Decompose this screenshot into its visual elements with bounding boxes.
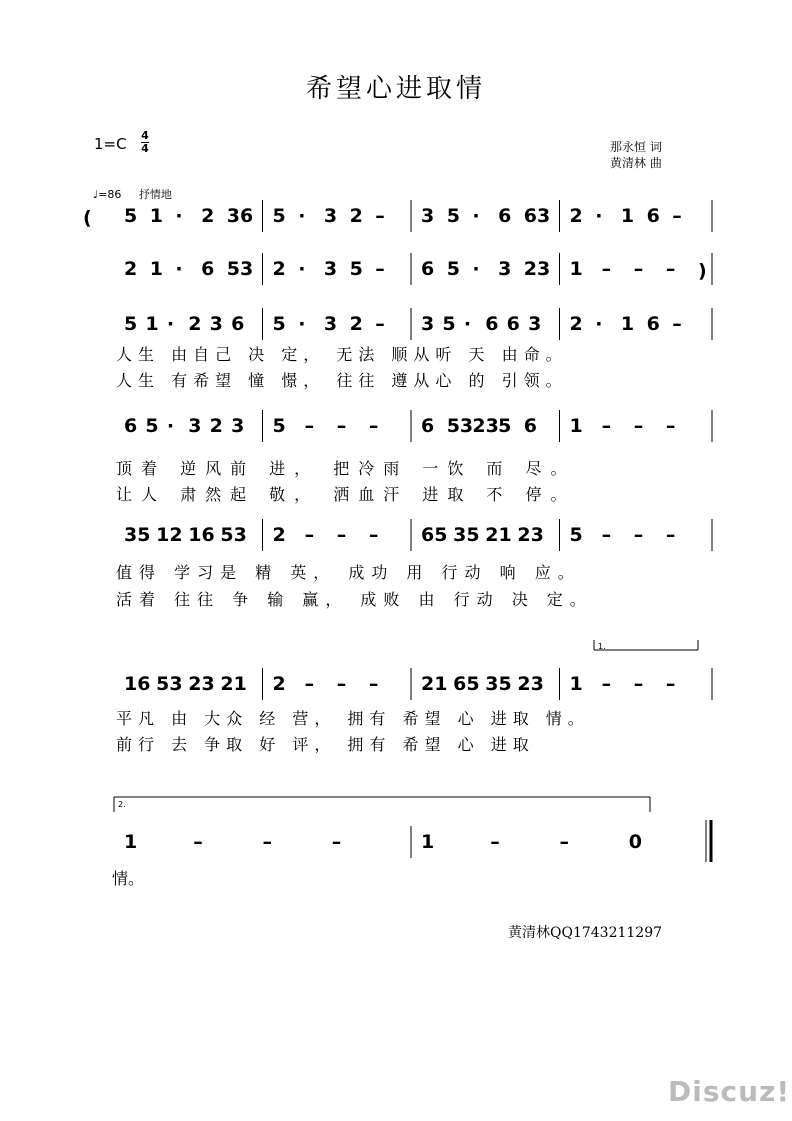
note-token: 53 [226, 258, 254, 280]
note-token: 35 [485, 673, 512, 695]
note-token: – [490, 831, 500, 853]
note-token: · [472, 258, 480, 280]
note-token: 5 [272, 415, 286, 437]
lyric-line-1: 人生 由自己 决 定， 无法 顺从听 天 由命。 [116, 345, 568, 364]
note-token: 5 [272, 205, 286, 227]
note-token: 23 [472, 415, 499, 437]
note-token: 5 [446, 205, 460, 227]
note-token: – [375, 313, 385, 335]
note-token: – [672, 313, 682, 335]
note-token: · [175, 258, 183, 280]
note-token: · [595, 313, 603, 335]
note-token: – [633, 673, 644, 695]
note-token: 6 [498, 205, 512, 227]
note-token: 65 [453, 673, 480, 695]
note-token: – [368, 673, 379, 695]
note-token: 2 [272, 673, 286, 695]
note-token: · [472, 205, 480, 227]
note-token: 2 [124, 258, 138, 280]
note-token: – [633, 258, 644, 280]
note-token: 5 [145, 415, 159, 437]
note-token: 6 [485, 313, 499, 335]
note-token: 5 [498, 415, 512, 437]
note-token: 1 [149, 205, 163, 227]
note-token: 3 [231, 415, 245, 437]
note-token: 6 [421, 415, 435, 437]
note-token: 21 [421, 673, 448, 695]
song-title: 希望心进取情 [305, 74, 486, 104]
note-token: – [336, 673, 347, 695]
note-token: – [304, 673, 315, 695]
note-token: – [601, 258, 612, 280]
note-token: 1 [620, 205, 635, 227]
note-token: – [304, 524, 315, 546]
note-token: 1 [124, 831, 138, 853]
note-token: 6 [646, 205, 660, 227]
note-token: 3 [421, 205, 435, 227]
note-token: 3 [528, 313, 542, 335]
note-token: · [298, 258, 306, 280]
note-token: – [665, 415, 676, 437]
note-token: 2 [272, 524, 286, 546]
note-token: 5 [442, 313, 456, 335]
note-token: 2 [272, 258, 286, 280]
note-token: 6 [231, 313, 245, 335]
note-token: · [298, 313, 306, 335]
note-token: 5 [446, 258, 460, 280]
note-token: 3 [209, 313, 223, 335]
lyric-line-2: 人生 有希望 憧 憬， 往往 遵从心 的 引领。 [116, 371, 568, 390]
note-token: 21 [220, 673, 247, 695]
note-token: 6 [124, 415, 138, 437]
note-token: 2 [188, 313, 202, 335]
note-token: 5 [272, 313, 286, 335]
lyric-line-7: 平凡 由 大众 经 营， 拥有 希望 心 进取 情。 [116, 709, 590, 728]
note-token: – [375, 205, 385, 227]
note-token: – [559, 831, 569, 853]
note-token: – [633, 524, 644, 546]
note-token: 36 [226, 205, 254, 227]
note-token: 1 [145, 313, 159, 335]
note-token: 5 [569, 524, 583, 546]
note-token: 1 [569, 415, 583, 437]
note-token: – [375, 258, 385, 280]
note-token: 2 [209, 415, 223, 437]
note-token: 3 [323, 313, 338, 335]
note-token: 2 [569, 205, 583, 227]
note-token: 53 [220, 524, 247, 546]
note-token: 6 [421, 258, 435, 280]
note-token: 3 [323, 205, 338, 227]
signature-text: 黄清林QQ1743211297 [508, 925, 663, 941]
note-token: 23 [523, 258, 551, 280]
note-token: 35 [453, 524, 480, 546]
note-token: 53 [446, 415, 474, 437]
note-token: · [166, 313, 175, 335]
note-token: 1 [149, 258, 163, 280]
lyric-line-9: 情。 [112, 869, 145, 888]
note-token: 65 [421, 524, 448, 546]
note-token: – [601, 673, 612, 695]
note-token: – [601, 415, 612, 437]
note-token: – [262, 831, 272, 853]
note-token: – [672, 205, 682, 227]
lyric-line-3: 顶着 逆风前 进， 把冷雨 一饮 而 尽。 [116, 459, 576, 478]
note-token: – [633, 415, 644, 437]
time-sig-bottom: 4 [141, 142, 149, 155]
note-token: 16 [188, 524, 215, 546]
note-token: 3 [188, 415, 202, 437]
lyricist-credit: 那永恒 词 [610, 140, 662, 154]
lyric-line-8: 前行 去 争取 好 评， 拥有 希望 心 进取 [116, 735, 535, 754]
note-token: 16 [124, 673, 151, 695]
note-token: · [166, 415, 175, 437]
lyric-line-5: 值得 学习是 精 英， 成功 用 行动 响 应。 [116, 563, 581, 582]
note-token: 2 [349, 205, 363, 227]
note-token: – [601, 524, 612, 546]
discuz-watermark: Discuz! [668, 1075, 791, 1108]
note-token: 23 [517, 524, 544, 546]
repeat-paren-open: ( [83, 207, 92, 229]
note-token: 1 [421, 831, 435, 853]
note-token: 63 [523, 205, 551, 227]
repeat-paren-close: ) [698, 260, 707, 282]
note-token: 21 [485, 524, 512, 546]
key-signature: 1=C [94, 135, 127, 153]
note-token: 23 [517, 673, 544, 695]
note-token: · [463, 313, 472, 335]
tempo-value: ♩=86 [93, 188, 122, 201]
note-token: – [665, 524, 676, 546]
composer-credit: 黄清林 曲 [610, 156, 662, 170]
note-token: 5 [124, 313, 138, 335]
note-token: 6 [523, 415, 538, 437]
note-token: 3 [323, 258, 338, 280]
note-token: 5 [349, 258, 363, 280]
volta-2-label: 2. [118, 800, 126, 809]
note-token: 6 [646, 313, 660, 335]
note-token: · [175, 205, 183, 227]
note-token: 35 [124, 524, 151, 546]
note-token: 6 [506, 313, 520, 335]
note-token: 53 [156, 673, 183, 695]
note-token: · [298, 205, 306, 227]
note-token: 3 [498, 258, 512, 280]
note-token: 6 [201, 258, 215, 280]
note-token: 2 [569, 313, 583, 335]
note-token: – [665, 673, 676, 695]
note-token: – [368, 415, 379, 437]
note-token: 2 [349, 313, 363, 335]
lyric-line-4: 让人 肃然起 敬， 洒血汗 进取 不 停。 [116, 485, 576, 504]
time-sig-top: 4 [141, 129, 149, 142]
expression-mark: 抒情地 [138, 188, 172, 201]
lyric-line-6: 活着 往往 争 输 赢， 成败 由 行动 决 定。 [116, 590, 593, 609]
note-token: 23 [188, 673, 215, 695]
note-token: – [304, 415, 315, 437]
note-token: · [595, 205, 603, 227]
note-token: 1 [620, 313, 635, 335]
note-token: 5 [124, 205, 138, 227]
note-token: – [331, 831, 342, 853]
note-token: – [665, 258, 676, 280]
note-token: 3 [421, 313, 435, 335]
note-token: 1 [569, 258, 583, 280]
volta-1-label: 1. [598, 642, 606, 651]
note-token: 0 [628, 831, 642, 853]
note-token: 2 [201, 205, 215, 227]
note-token: 12 [156, 524, 183, 546]
note-token: 1 [569, 673, 583, 695]
note-token: – [193, 831, 203, 853]
note-token: – [368, 524, 379, 546]
note-token: – [336, 415, 347, 437]
note-token: – [336, 524, 347, 546]
